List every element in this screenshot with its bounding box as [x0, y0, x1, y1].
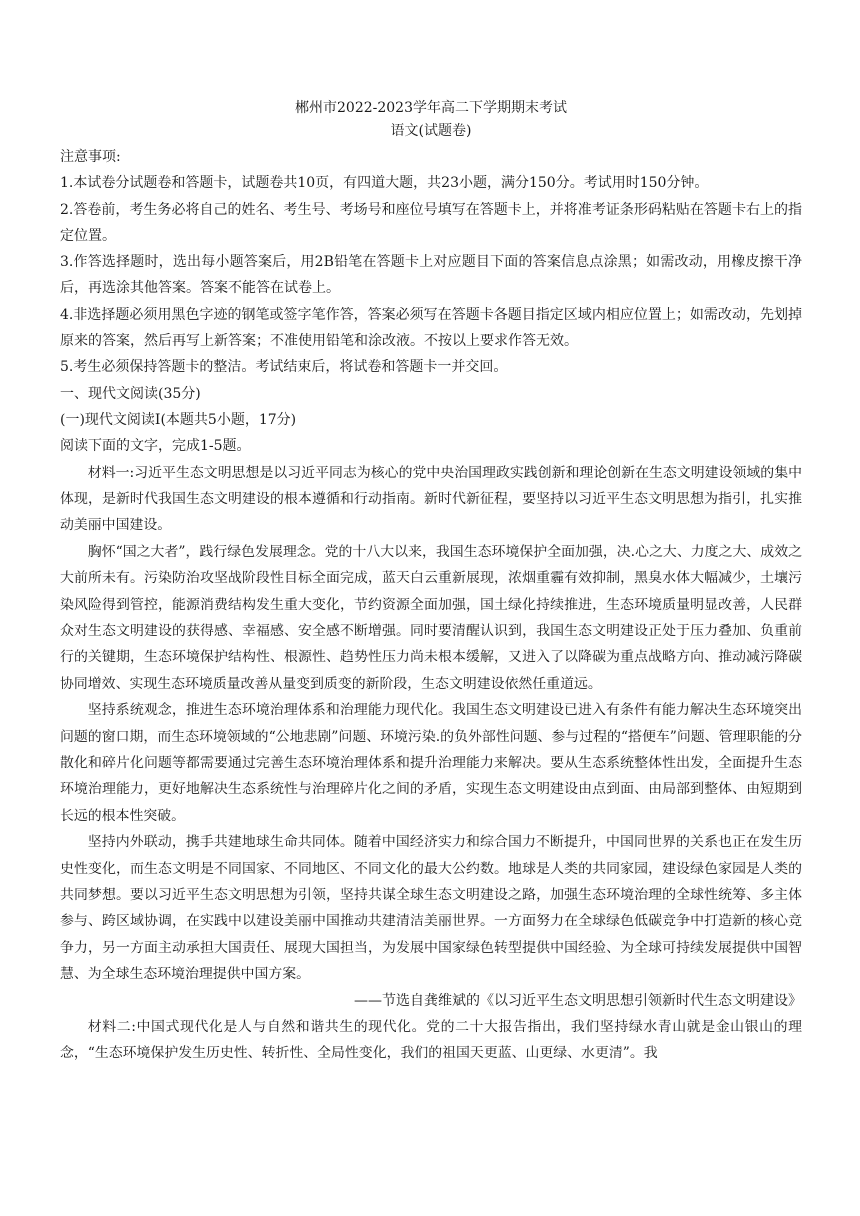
material2-paragraph: 材料二:中国式现代化是人与自然和谐共生的现代化。党的二十大报告指出，我们坚持绿水青山就是金山银山的理念，“生态环境保护发生历史性、转折性、全局性变化，我们的祖国天更蓝、山更绿、水更清”。我 — [60, 1018, 802, 1062]
section-subheading: (一)现代文阅读Ⅰ(本题共5小题，17分) — [60, 411, 297, 428]
reading-instruction: 阅读下面的文字，完成1-5题。 — [60, 438, 251, 455]
material1-source: ——节选自龚维斌的《以习近平生态文明思想引领新时代生态文明建设》 — [354, 992, 802, 1009]
notice-item: 3.作答选择题时，选出每小题答案后，用2B铅笔在答题卡上对应题目下面的答案信息点涂黑；如需改动，用橡皮擦干净后，再选涂其他答案。答案不能答在试卷上。 — [60, 254, 802, 297]
material1-paragraph: 材料一:习近平生态文明思想是以习近平同志为核心的党中央治国理政实践创新和理论创新在生态文明建设领域的集中体现，是新时代我国生态文明建设的根本遵循和行动指南。新时代新征程，要坚持以习近平生态文明思想为指引，扎实推动美丽中国建设。 — [60, 464, 802, 534]
section-heading: 一、现代文阅读(35分) — [60, 385, 201, 402]
material1-paragraph: 坚持系统观念，推进生态环境治理体系和治理能力现代化。我国生态文明建设已进入有条件有能力解决生态环境突出问题的窗口期，而生态环境领域的“公地悲剧”问题、环境污染.的负外部性问题、参与过程的“搭便车”问题、管理职能的分散化和碎片化问题等都需要通过完善生态环境治理体系和提升治理能力来解决。要从生态系统整体性出发，全面提升生态环境治理能力，更好地解决生态系统性与治理碎片化之间的矛盾，实现生态文明建设由点到面、由局部到整体、由短期到长远的根本性突破。 — [60, 702, 802, 824]
material1-paragraph: 坚持内外联动，携手共建地球生命共同体。随着中国经济实力和综合国力不断提升，中国同世界的关系也正在发生历史性变化，而生态文明是不同国家、不同地区、不同文化的最大公约数。地球是人类的共同家园，建设绿色家园是人类的共同梦想。要以习近平生态文明思想为引领，坚持共谋全球生态文明建设之路，加强生态环境治理的全球性统筹、多主体参与、跨区域协调，在实践中以建设美丽中国推动共建清洁美丽世界。一方面努力在全球绿色低碳竞争中打造新的核心竞争力，另一方面主动承担大国责任、展现大国担当，为发展中国家绿色转型提供中国经验、为全球可持续发展提供中国智慧、为全球生态环境治理提供中国方案。 — [60, 834, 802, 983]
material1-paragraph: 胸怀“国之大者”，践行绿色发展理念。党的十八大以来，我国生态环境保护全面加强，决.心之大、力度之大、成效之大前所未有。污染防治攻坚战阶段性目标全面完成，蓝天白云重新展现，浓烟重霾有效抑制，黑臭水体大幅减少，土壤污染风险得到管控，能源消费结构发生重大变化，节约资源全面加强，国土绿化持续推进，生态环境质量明显改善，人民群众对生态文明建设的获得感、幸福感、安全感不断增强。同时要清醒认识到，我国生态文明建设正处于压力叠加、负重前行的关键期，生态环境保护结构性、根源性、趋势性压力尚未根本缓解，又进入了以降碳为重点战略方向、推动减污降碳协同增效、实现生态环境质量改善从量变到质变的新阶段，生态文明建设依然任重道远。 — [60, 543, 802, 692]
notice-item: 2.答卷前，考生务必将自己的姓名、考生号、考场号和座位号填写在答题卡上，并将准考证条形码粘贴在答题卡右上的指定位置。 — [60, 201, 802, 244]
exam-subtitle: 语文(试题卷) — [390, 123, 472, 139]
notice-heading: 注意事项: — [60, 149, 121, 165]
notice-item: 1.本试卷分试题卷和答题卡，试题卷共10页，有四道大题，共23小题，满分150分。考试用时150分钟。 — [60, 175, 709, 192]
notice-item: 5.考生必须保持答题卡的整洁。考试结束后，将试卷和答题卡一并交回。 — [60, 359, 508, 376]
exam-title: 郴州市2022-2023学年高二下学期期末考试 — [295, 100, 567, 116]
notice-item: 4.非选择题必须用黑色字迹的钢笔或签字笔作答，答案必须写在答题卡各题目指定区域内相应位置上；如需改动，先划掉原来的答案，然后再写上新答案；不准使用铅笔和涂改液。不按以上要求作答无效。 — [60, 306, 802, 350]
exam-page — [60, 96, 802, 1067]
